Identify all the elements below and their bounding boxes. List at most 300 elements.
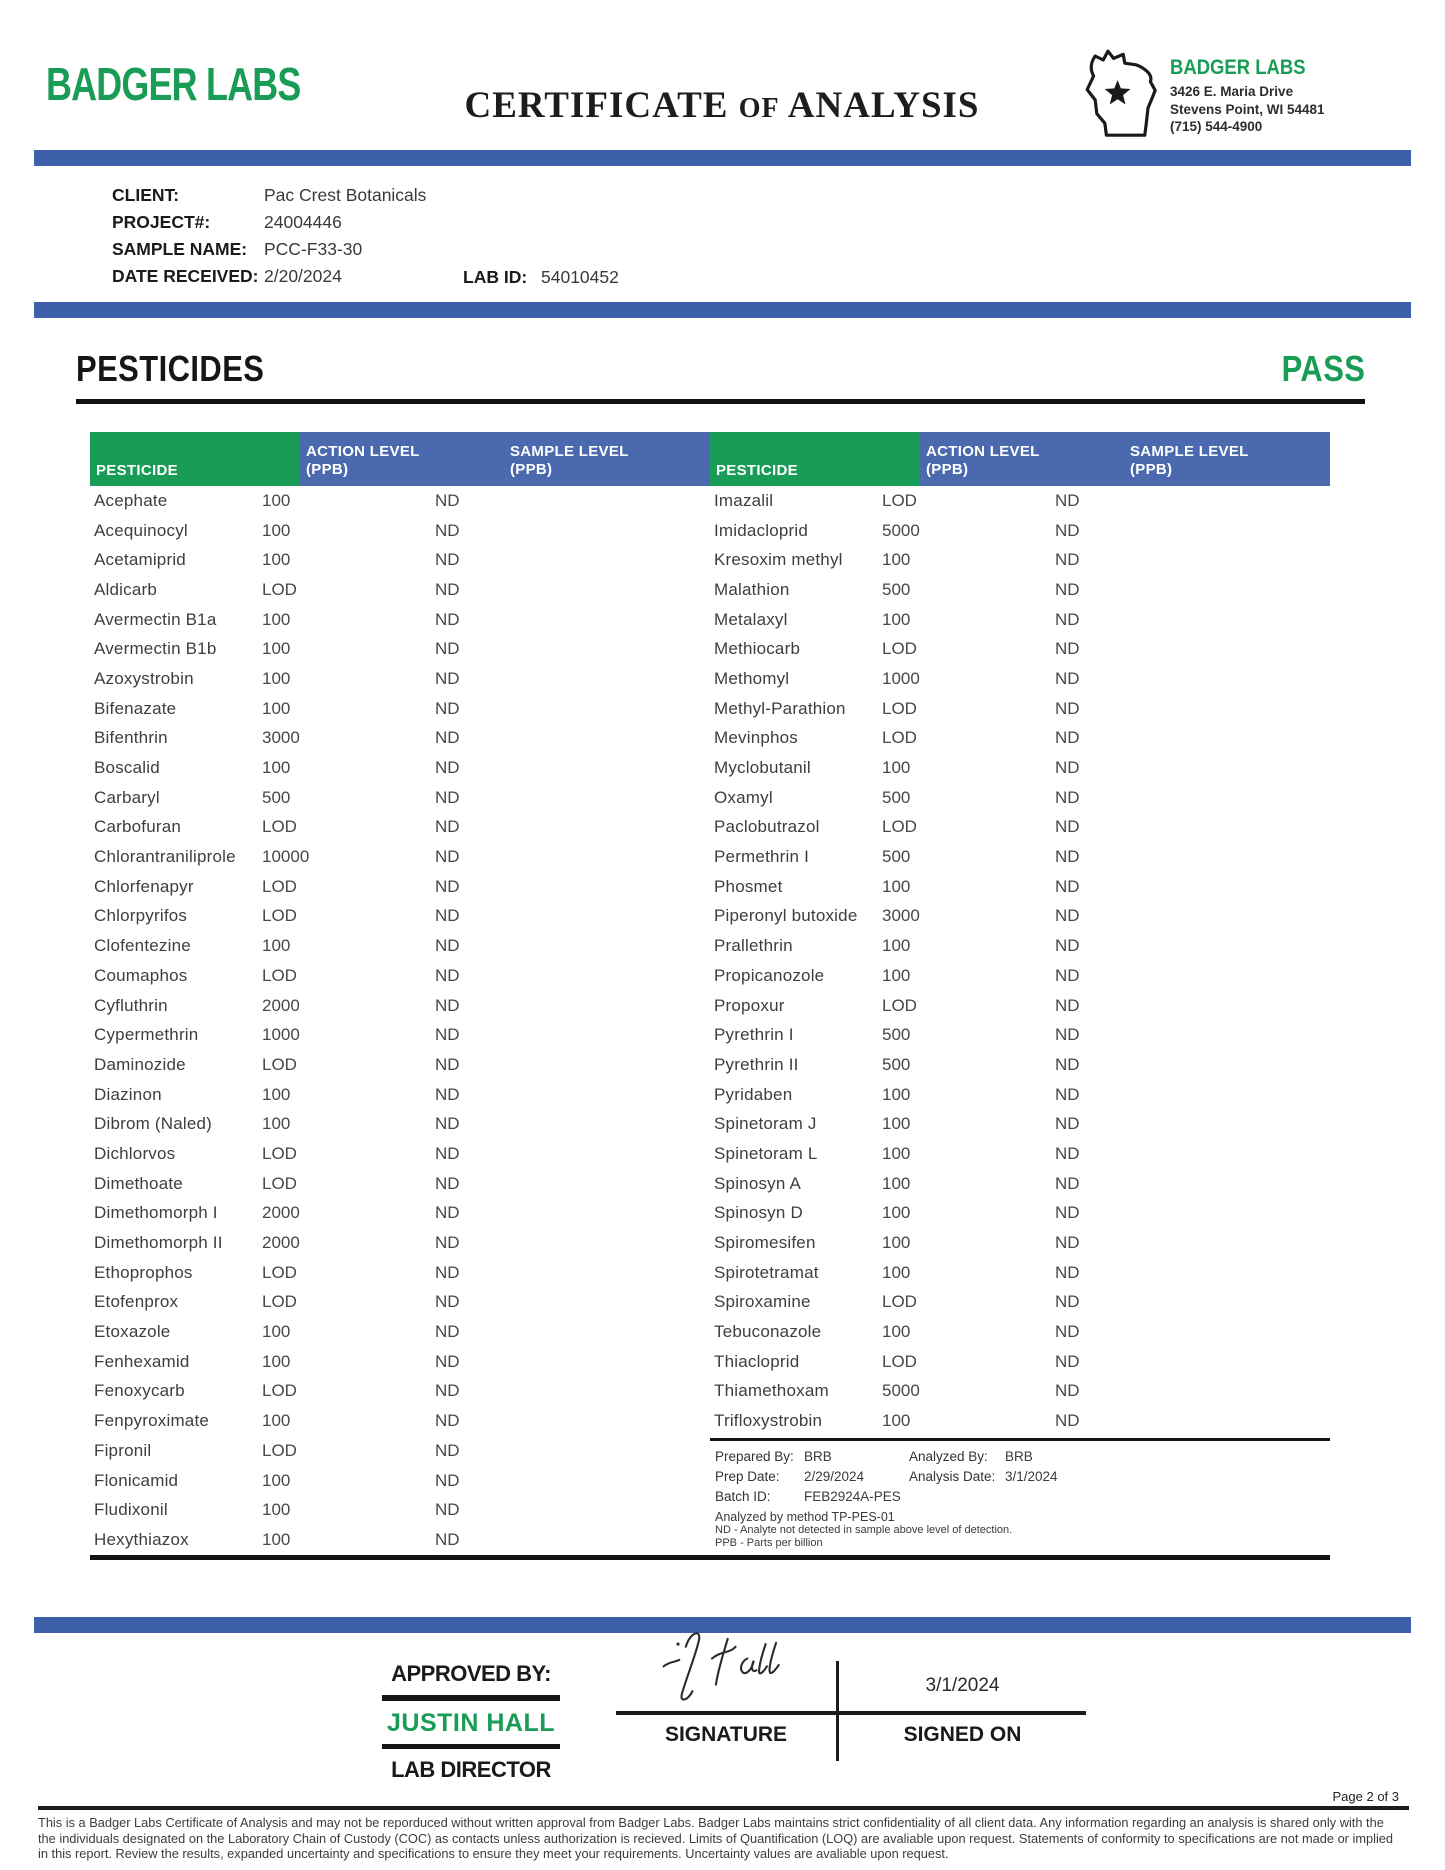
action-level-value: 3000 [262, 728, 300, 748]
table-row [90, 1377, 710, 1407]
sample-level-value: ND [1055, 1262, 1080, 1282]
signed-date: 3/1/2024 [925, 1674, 1000, 1696]
pesticides-table-left [90, 432, 710, 1555]
action-level-value: 500 [882, 1054, 911, 1074]
table-row [90, 1169, 710, 1199]
action-level-value: 100 [262, 698, 291, 718]
table-row [710, 1347, 1330, 1377]
sample-level-value: ND [1055, 1292, 1080, 1312]
table-row [710, 753, 1330, 783]
pesticide-name: Spinosyn D [714, 1203, 803, 1223]
table-body-left [90, 486, 710, 1555]
sample-level-value: ND [1055, 1025, 1080, 1045]
level-column-headers [300, 432, 710, 486]
pesticide-name: Acequinocyl [94, 520, 188, 540]
action-level-value: 100 [882, 936, 911, 956]
table-row [710, 1169, 1330, 1199]
analysis-date-value: 3/1/2024 [1005, 1469, 1058, 1484]
pesticide-name: Methyl-Parathion [714, 698, 846, 718]
table-row [710, 694, 1330, 724]
table-row [710, 783, 1330, 813]
pesticide-name: Carbofuran [94, 817, 182, 837]
prepared-by-label: Prepared By: [715, 1449, 794, 1464]
action-level-value: 1000 [882, 668, 920, 688]
pesticide-name: Dimethomorph II [94, 1233, 223, 1253]
table-header-left [90, 432, 710, 486]
sample-level-value: ND [435, 1114, 460, 1134]
lab-info-card [1076, 44, 1411, 144]
table-row [90, 1525, 710, 1555]
pesticide-name: Hexythiazox [94, 1529, 189, 1549]
approver-block [382, 1661, 560, 1783]
table-row [90, 724, 710, 754]
action-level-value: 100 [262, 1351, 291, 1371]
sample-level-value: ND [435, 1143, 460, 1163]
analysis-info [710, 1438, 1330, 1555]
sample-level-value: ND [435, 817, 460, 837]
action-level-value: 100 [262, 1114, 291, 1134]
pesticide-name: Fenoxycarb [94, 1381, 185, 1401]
action-level-value: 100 [262, 1470, 291, 1490]
action-level-value: 2000 [262, 1203, 300, 1223]
pesticide-name: Dimethomorph I [94, 1203, 218, 1223]
table-row [710, 813, 1330, 843]
action-level-value: LOD [262, 579, 297, 599]
wisconsin-map-icon [1076, 44, 1164, 144]
action-level-line1: ACTION LEVEL [926, 443, 1040, 460]
page-number: Page 2 of 3 [1332, 1788, 1399, 1804]
pesticide-name: Boscalid [94, 758, 160, 778]
table-row [90, 545, 710, 575]
table-row [90, 1288, 710, 1318]
table-row [90, 783, 710, 813]
table-row [90, 753, 710, 783]
pesticide-name: Methiocarb [714, 639, 801, 659]
lab-address [1170, 83, 1325, 136]
pesticide-name: Coumaphos [94, 965, 188, 985]
table-body-right [710, 486, 1330, 1436]
pesticide-column-header: PESTICIDE [710, 432, 920, 486]
pesticide-name: Pyrethrin II [714, 1054, 799, 1074]
signature-block [616, 1661, 1086, 1783]
lab-address-line2: Stevens Point, WI 54481 [1170, 101, 1325, 117]
pesticide-name: Acephate [94, 490, 168, 510]
table-row [90, 1258, 710, 1288]
approval-section [382, 1661, 1445, 1783]
sample-level-value: ND [435, 1470, 460, 1490]
sample-level-value: ND [1055, 668, 1080, 688]
sample-level-value: ND [1055, 876, 1080, 896]
action-level-value: 100 [262, 490, 291, 510]
batch-id-value: FEB2924A-PES [804, 1489, 901, 1504]
footer-rule [38, 1806, 1409, 1810]
table-row [90, 931, 710, 961]
action-level-value: LOD [882, 995, 917, 1015]
prep-date-value: 2/29/2024 [804, 1469, 865, 1484]
sample-level-line1: SAMPLE LEVEL [1130, 443, 1249, 460]
action-level-value: 100 [882, 758, 911, 778]
action-level-value: 100 [262, 1322, 291, 1342]
signature-label: SIGNATURE [616, 1715, 839, 1761]
sample-level-value: ND [435, 876, 460, 896]
table-row [90, 842, 710, 872]
pesticide-name: Mevinphos [714, 728, 799, 748]
analyzed-by-value: BRB [1005, 1449, 1033, 1464]
action-level-value: 500 [882, 1025, 911, 1045]
nd-note: ND - Analyte not detected in sample above level of detection. [715, 1524, 1013, 1536]
batch-row [715, 1487, 1330, 1507]
sample-level-value: ND [435, 758, 460, 778]
sample-level-value: ND [435, 936, 460, 956]
sample-level-value: ND [435, 1054, 460, 1074]
lab-address-block [1170, 44, 1325, 136]
pesticide-name: Bifenazate [94, 698, 177, 718]
pesticide-name: Permethrin I [714, 847, 809, 867]
action-level-line1: ACTION LEVEL [306, 443, 420, 460]
action-level-value: 100 [882, 965, 911, 985]
action-level-value: LOD [882, 1351, 917, 1371]
action-level-value: 100 [262, 609, 291, 629]
sample-level-value: ND [435, 728, 460, 748]
method-note: Analyzed by method TP-PES-01 [715, 1510, 895, 1524]
lab-phone: (715) 544-4900 [1170, 119, 1263, 134]
brand-name: BADGER LABS [46, 58, 301, 110]
sample-level-value: ND [1055, 609, 1080, 629]
pesticide-name: Imidacloprid [714, 520, 809, 540]
table-row [90, 1139, 710, 1169]
table-row [710, 1050, 1330, 1080]
brand-logo [38, 44, 368, 124]
signature-labels [616, 1715, 1086, 1761]
action-level-value: 2000 [262, 1233, 300, 1253]
sample-level-value: ND [1055, 579, 1080, 599]
pesticide-name: Propicanozole [714, 965, 825, 985]
pesticide-name: Fipronil [94, 1440, 152, 1460]
action-level-value: 100 [882, 876, 911, 896]
sample-level-value: ND [435, 1351, 460, 1371]
action-level-value: LOD [882, 639, 917, 659]
pesticide-name: Dimethoate [94, 1173, 183, 1193]
table-row [710, 634, 1330, 664]
approver-name: JUSTIN HALL [387, 1708, 555, 1737]
action-level-header [920, 432, 1130, 486]
table-row [90, 486, 710, 516]
sample-level-value: ND [1055, 490, 1080, 510]
pesticide-name: Fenpyroximate [94, 1411, 210, 1431]
pesticide-name: Spinetoram L [714, 1143, 818, 1163]
sample-level-value: ND [435, 609, 460, 629]
sample-level-value: ND [1055, 728, 1080, 748]
pesticide-name: Trifloxystrobin [714, 1411, 823, 1431]
sample-level-value: ND [435, 906, 460, 926]
action-level-value: 100 [262, 639, 291, 659]
table-row [90, 1109, 710, 1139]
pesticide-name: Etoxazole [94, 1322, 171, 1342]
pesticide-name: Spinetoram J [714, 1114, 817, 1134]
signed-on-label: SIGNED ON [903, 1722, 1022, 1746]
action-level-value: LOD [262, 1262, 297, 1282]
table-row [710, 545, 1330, 575]
sample-level-value: ND [435, 490, 460, 510]
table-row [710, 1377, 1330, 1407]
pesticide-name: Thiacloprid [714, 1351, 800, 1371]
action-level-value: LOD [262, 1292, 297, 1312]
pesticide-name: Clofentezine [94, 936, 191, 956]
table-row [710, 931, 1330, 961]
sample-level-line2: (PPB) [1130, 461, 1173, 478]
certificate-title [368, 44, 1076, 127]
table-row [710, 486, 1330, 516]
table-header-right [710, 432, 1330, 486]
action-level-value: 3000 [882, 906, 920, 926]
sample-level-value: ND [1055, 1381, 1080, 1401]
table-row [710, 1080, 1330, 1110]
pesticide-name: Aldicarb [94, 579, 158, 599]
pesticide-name: Dibrom (Naled) [94, 1114, 213, 1134]
approved-by-label: APPROVED BY: [391, 1660, 551, 1686]
pesticides-table-right [710, 432, 1330, 1555]
table-row [710, 872, 1330, 902]
prep-date-label: Prep Date: [715, 1469, 780, 1484]
sample-level-value: ND [1055, 1203, 1080, 1223]
title-part-1: CERTIFICATE [464, 85, 729, 126]
sample-level-value: ND [435, 1203, 460, 1223]
pesticide-name: Fenhexamid [94, 1351, 190, 1371]
table-row [90, 634, 710, 664]
action-level-value: 100 [882, 1233, 911, 1253]
pesticide-name: Fludixonil [94, 1500, 168, 1520]
pesticide-name: Diazinon [94, 1084, 162, 1104]
action-level-value: 500 [262, 787, 291, 807]
pesticide-name: Ethoprophos [94, 1262, 193, 1282]
pesticide-name: Avermectin B1b [94, 639, 217, 659]
pesticide-name: Flonicamid [94, 1470, 179, 1490]
table-row [710, 724, 1330, 754]
date-received-value: 2/20/2024 [264, 266, 342, 286]
sample-level-value: ND [1055, 698, 1080, 718]
client-label: CLIENT: [112, 185, 180, 205]
action-level-value: 100 [262, 668, 291, 688]
sample-level-value: ND [435, 1292, 460, 1312]
pesticide-name: Phosmet [714, 876, 783, 896]
table-row [710, 664, 1330, 694]
pesticide-column-header: PESTICIDE [90, 432, 300, 486]
batch-id-label: Batch ID: [715, 1489, 771, 1504]
action-level-value: 100 [262, 1084, 291, 1104]
table-row [90, 575, 710, 605]
action-level-line2: (PPB) [926, 461, 969, 478]
action-level-value: LOD [882, 728, 917, 748]
signature-cell [616, 1661, 839, 1715]
action-level-header [300, 432, 510, 486]
table-row [90, 516, 710, 546]
action-level-value: LOD [262, 817, 297, 837]
table-row [710, 842, 1330, 872]
pesticide-name: Paclobutrazol [714, 817, 820, 837]
table-row [710, 1406, 1330, 1436]
table-row [710, 1020, 1330, 1050]
section-title: PESTICIDES [76, 348, 265, 389]
sample-level-value: ND [435, 965, 460, 985]
action-level-value: LOD [882, 698, 917, 718]
pesticide-name: Spirotetramat [714, 1262, 819, 1282]
analyzed-by-label: Analyzed By: [909, 1449, 988, 1464]
pesticide-name: Imazalil [714, 490, 774, 510]
table-row [710, 1317, 1330, 1347]
divider-bar-info [34, 302, 1411, 318]
action-level-value: LOD [262, 1143, 297, 1163]
pesticides-section-header [76, 348, 1365, 404]
sample-level-value: ND [1055, 550, 1080, 570]
action-level-value: 100 [882, 1411, 911, 1431]
sample-level-value: ND [435, 1173, 460, 1193]
pesticide-name: Spiroxamine [714, 1292, 811, 1312]
action-level-value: 100 [882, 1173, 911, 1193]
prepared-analyzed-row [715, 1447, 1330, 1467]
table-row [710, 516, 1330, 546]
action-level-value: 500 [882, 579, 911, 599]
action-level-value: 100 [262, 936, 291, 956]
sample-level-value: ND [1055, 1322, 1080, 1342]
sample-level-value: ND [1055, 936, 1080, 956]
pesticide-name: Oxamyl [714, 787, 773, 807]
table-row [90, 813, 710, 843]
sample-level-value: ND [435, 847, 460, 867]
table-row [90, 991, 710, 1021]
pesticide-name: Spinosyn A [714, 1173, 802, 1193]
action-level-value: LOD [882, 1292, 917, 1312]
signature-image [644, 1617, 814, 1717]
signature-area [616, 1661, 1086, 1715]
action-level-value: 500 [882, 787, 911, 807]
table-row [90, 1228, 710, 1258]
action-level-value: 100 [262, 520, 291, 540]
sample-level-value: ND [435, 639, 460, 659]
dates-row [715, 1467, 1330, 1487]
pesticide-name: Methomyl [714, 668, 790, 688]
sample-level-line1: SAMPLE LEVEL [510, 443, 629, 460]
pesticide-name: Daminozide [94, 1054, 186, 1074]
sample-level-value: ND [1055, 639, 1080, 659]
action-level-value: 100 [882, 1203, 911, 1223]
action-level-value: 100 [262, 758, 291, 778]
sample-level-value: ND [435, 1381, 460, 1401]
action-level-value: 100 [882, 550, 911, 570]
sample-level-value: ND [435, 995, 460, 1015]
sample-level-value: ND [1055, 758, 1080, 778]
sample-level-value: ND [1055, 906, 1080, 926]
table-row [710, 1139, 1330, 1169]
pesticide-name: Kresoxim methyl [714, 550, 843, 570]
action-level-value: LOD [262, 1440, 297, 1460]
pesticide-name: Chlorantraniliprole [94, 847, 236, 867]
sample-level-header [510, 432, 710, 486]
sample-level-header [1130, 432, 1330, 486]
pesticides-table [90, 432, 1330, 1560]
sample-level-value: ND [1055, 1233, 1080, 1253]
table-row [710, 1258, 1330, 1288]
sample-info [112, 182, 912, 290]
signed-date-cell [839, 1661, 1086, 1715]
table-row [710, 961, 1330, 991]
action-level-value: 100 [882, 1322, 911, 1342]
sample-level-value: ND [435, 1084, 460, 1104]
action-level-value: 5000 [882, 520, 920, 540]
approver-title: LAB DIRECTOR [391, 1756, 551, 1782]
lab-name: BADGER LABS [1170, 56, 1306, 79]
lab-address-line1: 3426 E. Maria Drive [1170, 84, 1294, 99]
client-value: Pac Crest Botanicals [264, 185, 427, 205]
action-level-value: LOD [262, 1054, 297, 1074]
table-row [90, 605, 710, 635]
table-row [710, 1199, 1330, 1229]
sample-level-value: ND [1055, 1054, 1080, 1074]
sample-level-value: ND [1055, 847, 1080, 867]
table-row [90, 1436, 710, 1466]
client-row [112, 182, 912, 209]
sample-level-value: ND [1055, 1351, 1080, 1371]
pesticide-name: Carbaryl [94, 787, 160, 807]
sample-level-value: ND [1055, 1173, 1080, 1193]
pesticide-name: Bifenthrin [94, 728, 168, 748]
pesticide-name: Pyridaben [714, 1084, 793, 1104]
pesticide-name: Metalaxyl [714, 609, 788, 629]
action-level-value: LOD [262, 965, 297, 985]
sample-level-value: ND [435, 787, 460, 807]
table-row [90, 1495, 710, 1525]
lab-id-value: 54010452 [541, 267, 619, 287]
table-row [710, 1109, 1330, 1139]
action-level-value: 100 [262, 550, 291, 570]
action-level-value: LOD [262, 906, 297, 926]
table-row [90, 1466, 710, 1496]
pesticide-name: Malathion [714, 579, 790, 599]
action-level-value: 10000 [262, 847, 310, 867]
pesticide-name: Cypermethrin [94, 1025, 199, 1045]
title-part-3: ANALYSIS [787, 85, 980, 126]
pesticide-name: Piperonyl butoxide [714, 906, 858, 926]
action-level-value: LOD [882, 490, 917, 510]
sample-level-value: ND [1055, 965, 1080, 985]
pesticide-name: Acetamiprid [94, 550, 186, 570]
analysis-date-label: Analysis Date: [909, 1469, 996, 1484]
ppb-note: PPB - Parts per billion [715, 1537, 823, 1549]
project-value: 24004446 [264, 212, 342, 232]
action-level-value: 5000 [882, 1381, 920, 1401]
action-level-value: 500 [882, 847, 911, 867]
action-level-value: 100 [882, 1084, 911, 1104]
sample-level-value: ND [1055, 1114, 1080, 1134]
sample-level-value: ND [435, 1411, 460, 1431]
sample-level-value: ND [1055, 995, 1080, 1015]
sample-level-value: ND [1055, 1084, 1080, 1104]
sample-level-value: ND [435, 1262, 460, 1282]
action-level-value: 100 [882, 1143, 911, 1163]
level-column-headers [920, 432, 1330, 486]
sample-level-value: ND [435, 1322, 460, 1342]
pesticide-name: Thiamethoxam [714, 1381, 829, 1401]
action-level-value: LOD [262, 876, 297, 896]
table-row [90, 1317, 710, 1347]
table-row [710, 605, 1330, 635]
project-label: PROJECT#: [112, 212, 211, 232]
pesticide-name: Propoxur [714, 995, 785, 1015]
pesticide-name: Dichlorvos [94, 1143, 176, 1163]
pass-badge: PASS [1281, 348, 1365, 389]
action-level-value: 1000 [262, 1025, 300, 1045]
sample-level-value: ND [435, 579, 460, 599]
table-row [90, 961, 710, 991]
